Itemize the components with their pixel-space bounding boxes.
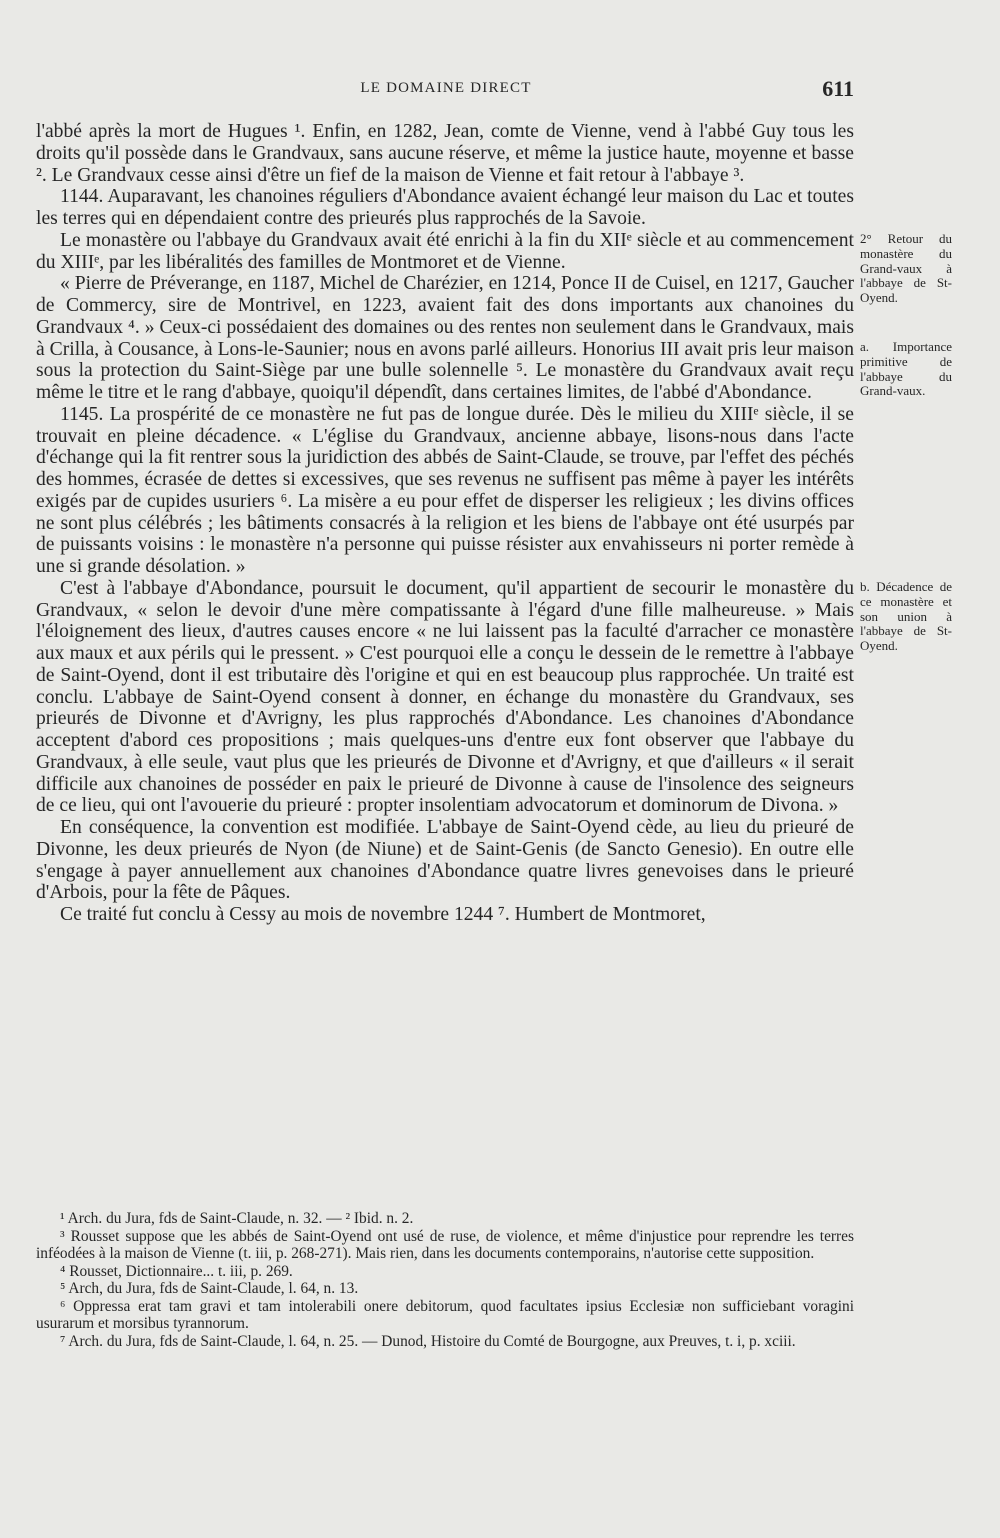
footnote: ¹ Arch. du Jura, fds de Saint-Claude, n. 32. — ² Ibid. n. 2. bbox=[60, 1210, 414, 1227]
footnote: ³ Rousset suppose que les abbés de Saint-Oyend ont usé de ruse, de violence, et même d'injustice pour reprendre les terres inféodées à la maison de Vienne (t. iii, p. 268-271). Mais rien, dans les documents contemporains, n'autorise cette supposition. bbox=[36, 1227, 854, 1262]
paragraph: C'est à l'abbaye d'Abondance, poursuit le document, qu'il appartient de secourir le monastère du Grandvaux, « selon le devoir d'une mère compatissante à l'égard d'une fille malheureuse. » Mais l'éloignement des lieux, d'autres causes encore « ne lui laissent pas la faculté d'arracher ce monastère aux maux et aux périls qui le pressent. » C'est pourquoi elle a conçu le dessein de le remettre à l'abbaye de Saint-Oyend, dont il est tributaire dès l'origine et qui en est beaucoup plus rapprochée. Un traité est conclu. L'abbaye de Saint-Oyend consent à donner, en échange du monastère du Grandvaux, ses prieurés de Divonne et d'Avrigny, les plus rapprochés d'Abondance. Les chanoines d'Abondance acceptent d'abord ces propositions ; mais quelques-uns d'entre eux font observer que l'abbaye du Grandvaux, à elle seule, vaut plus que les prieurés de Divonne et d'Avrigny, et que d'ailleurs « il serait difficile aux chanoines de posséder en paix le prieuré de Divonne à cause de l'insolence des seigneurs de ce lieu, qui ont l'avouerie du prieuré : propter insolentiam advocatorum et dominorum de Divona. » bbox=[36, 577, 854, 817]
main-text bbox=[36, 121, 854, 926]
margin-note: b. Décadence de ce monastère et son union à l'abbaye de St-Oyend. bbox=[860, 579, 952, 654]
paragraph: l'abbé après la mort de Hugues ¹. Enfin, en 1282, Jean, comte de Vienne, vend à l'abbé Guy tous les droits qu'il possède dans le Grandvaux, sans aucune réserve, et même la justice haute, moyenne et basse ². Le Grandvaux cesse ainsi d'être un fief de la maison de Vienne et fait retour à l'abbaye ³. bbox=[36, 121, 854, 186]
page-number: 611 bbox=[822, 76, 854, 101]
paragraph: En conséquence, la convention est modifiée. L'abbaye de Saint-Oyend cède, au lieu du prieuré de Divonne, les deux prieurés de Nyon (de Niune) et de Saint-Genis (de Sancto Genesio). En outre elle s'engage à payer annuellement aux chanoines d'Abondance quatre livres genevoises dans le prieuré d'Arbois, pour la fête de Pâques. bbox=[36, 817, 854, 904]
running-title: LE DOMAINE DIRECT bbox=[360, 80, 532, 96]
footnote: ⁶ Oppressa erat tam gravi et tam intolerabili onere debitorum, quod facultates ipsius Ecclesiæ non sufficiebant voragini usurarum et morsibus tyrannorum. bbox=[36, 1297, 854, 1332]
paragraph: 1144. Auparavant, les chanoines réguliers d'Abondance avaient échangé leur maison du Lac et toutes les terres qui en dépendaient contre des prieurés plus rapprochés de la Savoie. bbox=[36, 186, 854, 229]
margin-note: a. Importance primitive de l'abbaye du Grand-vaux. bbox=[860, 339, 952, 399]
paragraph: 1145. La prospérité de ce monastère ne fut pas de longue durée. Dès le milieu du XIIIᵉ siècle, il se trouvait en pleine décadence. « L'église du Grandvaux, ancienne abbaye, lisons-nous dans l'acte d'échange qui la fit rentrer sous la juridiction des abbés de Saint-Claude, se trouve, par l'effet des péchés des hommes, écrasée de dettes si excessives, que ses revenus ne suffisent pas même à payer les intérêts exigés par de cupides usuriers ⁶. La misère a eu pour effet de disperser les religieux ; les divins offices ne sont plus célébrés ; les bâtiments consacrés à la religion et les biens de l'abbaye ont été usurpés par de puissants voisins : le monastère n'a personne qui puisse résister aux envahisseurs ni porter remède à une si grande désolation. » bbox=[36, 403, 854, 577]
paragraph: « Pierre de Préverange, en 1187, Michel de Charézier, en 1214, Ponce II de Cuisel, en 1217, Gaucher de Commercy, sire de Montrivel, en 1223, avaient fait des dons importants aux chanoines du Grandvaux ⁴. » Ceux-ci possédaient des domaines ou des rentes non seulement dans le Grandvaux, mais à Crilla, à Cousance, à Lons-le-Saunier; nous en avons parlé ailleurs. Honorius III avait pris leur maison sous la protection du Saint-Siège par une bulle solennelle ⁵. Le monastère du Grandvaux avait reçu même le titre et le rang d'abbaye, quoiqu'il dépendît, dans certaines limites, de l'abbé d'Abondance. bbox=[36, 273, 854, 403]
paragraph: Ce traité fut conclu à Cessy au mois de novembre 1244 ⁷. Humbert de Montmoret, bbox=[60, 904, 706, 925]
margin-note: 2° Retour du monastère du Grand-vaux à l'abbaye de St-Oyend. bbox=[860, 231, 952, 306]
footnote: ⁴ Rousset, Dictionnaire... t. iii, p. 269. bbox=[60, 1262, 293, 1280]
footnote: ⁵ Arch, du Jura, fds de Saint-Claude, l. 64, n. 13. bbox=[60, 1280, 359, 1297]
footnote: ⁷ Arch. du Jura, fds de Saint-Claude, l. 64, n. 25. — Dunod, Histoire du Comté de Bourgogne, aux Preuves, t. i, p. xciii. bbox=[60, 1332, 796, 1350]
footnotes bbox=[36, 1210, 854, 1350]
paragraph: Le monastère ou l'abbaye du Grandvaux avait été enrichi à la fin du XIIᵉ siècle et au commencement du XIIIᵉ, par les libéralités des familles de Montmoret et de Vienne. bbox=[36, 229, 854, 273]
